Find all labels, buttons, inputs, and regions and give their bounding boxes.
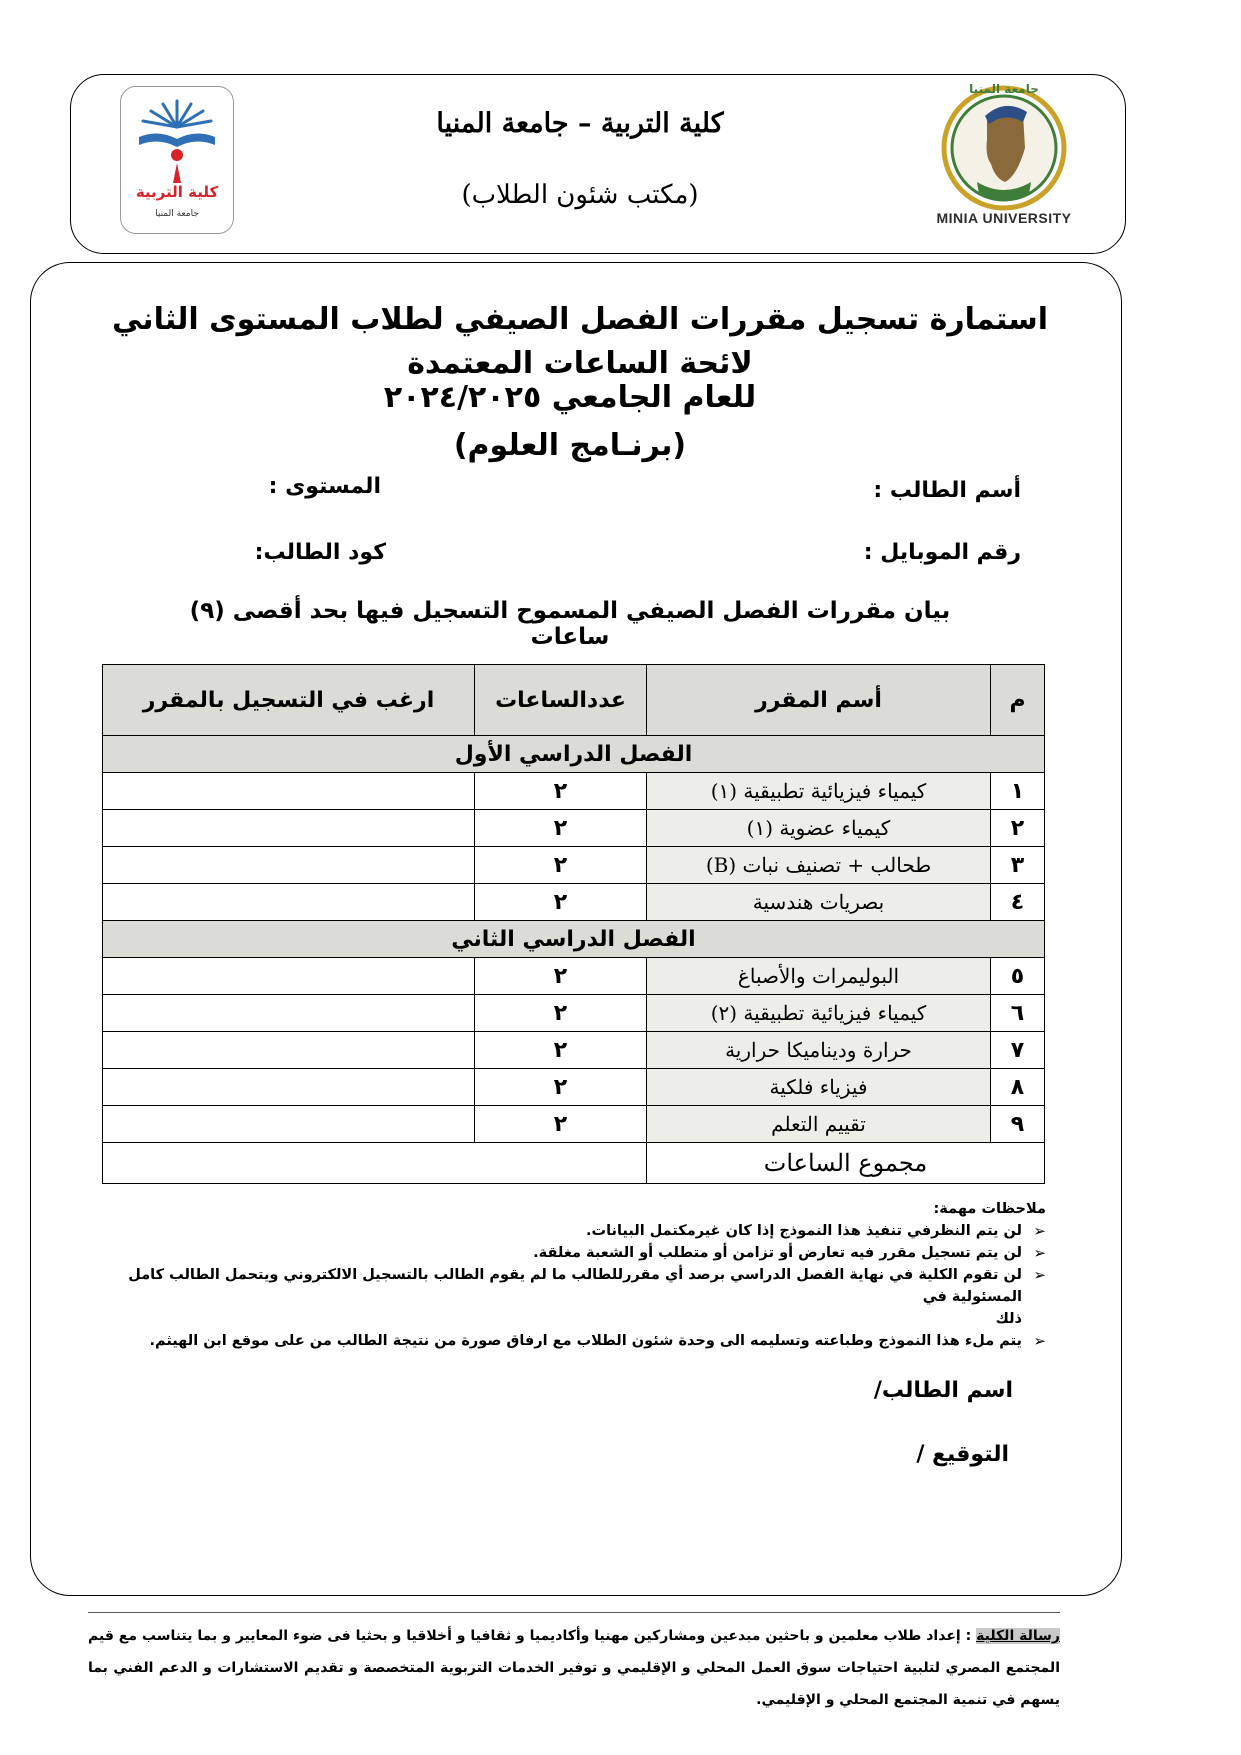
nefertiti-emblem-icon <box>925 78 1083 230</box>
row-num: ٧ <box>991 1032 1045 1069</box>
row-num: ٩ <box>991 1106 1045 1143</box>
row-num: ٢ <box>991 810 1045 847</box>
row-num: ٦ <box>991 995 1045 1032</box>
university-logo-text: MINIA UNIVERSITY <box>936 210 1072 226</box>
course-hours: ٢ <box>475 995 647 1032</box>
office-title: (مكتب شئون الطلاب) <box>461 180 699 210</box>
table-row <box>103 773 1045 810</box>
register-cell[interactable] <box>103 1106 475 1143</box>
table-row <box>103 958 1045 995</box>
course-hours: ٢ <box>475 1069 647 1106</box>
register-cell[interactable] <box>103 958 475 995</box>
table-row <box>103 810 1045 847</box>
register-cell[interactable] <box>103 884 475 921</box>
faculty-logo-subtext: جامعة المنيا <box>155 209 199 219</box>
total-hours-value[interactable] <box>103 1143 647 1184</box>
course-hours: ٢ <box>475 810 647 847</box>
footer-mission <box>88 1620 1060 1716</box>
notes-block <box>86 1198 1046 1352</box>
mobile-field[interactable]: رقم الموبايل : <box>863 540 1021 565</box>
register-cell[interactable] <box>103 1032 475 1069</box>
academic-year: للعام الجامعي ٢٠٢٤/٢٠٢٥ <box>383 380 757 415</box>
course-name: تقييم التعلم <box>647 1106 991 1143</box>
course-hours: ٢ <box>475 884 647 921</box>
table-header-row <box>103 665 1045 736</box>
note-item <box>86 1242 1046 1264</box>
course-hours: ٢ <box>475 773 647 810</box>
course-name: حرارة وديناميكا حرارية <box>647 1032 991 1069</box>
footer-divider <box>88 1612 1060 1613</box>
footer-label: رسالة الكلية <box>976 1628 1060 1644</box>
note-item <box>86 1330 1046 1352</box>
faculty-title: كلية التربية – جامعة المنيا <box>436 108 724 139</box>
footer-text: : إعداد طلاب معلمين و باحثين مبدعين ومشاركين مهنيا وأكاديميا و ثقافيا و أخلاقيا و بحثيا فى ضوء المعايير و بما يتناسب مع قيم المجتمع المصري لتلبية احتياجات سوق العمل المحلي و الإقليمي و توفير الخدمات التربوية المتخصصة و تقديم الاستشارات و الدعم الفني بما يسهم في تنمية المجتمع المحلي و الإقليمي. <box>88 1628 1060 1708</box>
row-num: ٥ <box>991 958 1045 995</box>
note-text: لن يتم تسجيل مقرر فيه تعارض أو تزامن أو متطلب أو الشعبة مغلقة. <box>533 1245 1022 1261</box>
student-name-field[interactable]: أسم الطالب : <box>873 478 1021 503</box>
table-row <box>103 884 1045 921</box>
row-num: ٣ <box>991 847 1045 884</box>
faculty-logo-text: كلية التربية <box>135 183 219 201</box>
course-hours: ٢ <box>475 1032 647 1069</box>
course-hours: ٢ <box>475 847 647 884</box>
table-row <box>103 1032 1045 1069</box>
row-num: ٨ <box>991 1069 1045 1106</box>
faculty-logo <box>120 86 234 234</box>
note-text: لن تقوم الكلية في نهاية الفصل الدراسي برصد أي مقررللطالب ما لم يقوم الطالب بالتسجيل الالكتروني ويتحمل الطالب كامل المسئولية في <box>128 1267 1022 1305</box>
row-num: ١ <box>991 773 1045 810</box>
register-cell[interactable] <box>103 1069 475 1106</box>
note-text: لن يتم النظرفي تنفيذ هذا النموذج إذا كان غيرمكتمل البيانات. <box>586 1223 1022 1239</box>
course-name: كيمياء فيزيائية تطبيقية (٢) <box>647 995 991 1032</box>
arrow-bullet-icon: ➢ <box>1033 1244 1046 1262</box>
register-cell[interactable] <box>103 773 475 810</box>
allowed-courses-title: بيان مقررات الفصل الصيفي المسموح التسجيل فيها بحد أقصى (٩) ساعات <box>189 598 951 650</box>
arrow-bullet-icon: ➢ <box>1033 1332 1046 1350</box>
table-row <box>103 995 1045 1032</box>
course-hours: ٢ <box>475 958 647 995</box>
row-num: ٤ <box>991 884 1045 921</box>
course-name: طحالب + تصنيف نبات (B) <box>647 847 991 884</box>
student-code-field[interactable]: كود الطالب: <box>254 540 386 565</box>
semester-row <box>103 736 1045 773</box>
notes-title: ملاحظات مهمة: <box>933 1201 1046 1217</box>
signature-field[interactable]: التوقيع / <box>916 1442 1009 1467</box>
form-title: استمارة تسجيل مقررات الفصل الصيفي لطلاب المستوى الثاني لائحة الساعات المعتمدة <box>111 302 1049 381</box>
note-item-tail: ذلك <box>995 1311 1022 1327</box>
semester-1-label: الفصل الدراسي الأول <box>103 736 1045 773</box>
total-hours-label: مجموع الساعات <box>647 1143 1045 1184</box>
level-field[interactable]: المستوى : <box>268 474 381 499</box>
table-row <box>103 1106 1045 1143</box>
course-name: كيمياء عضوية (١) <box>647 810 991 847</box>
arrow-bullet-icon: ➢ <box>1033 1222 1046 1240</box>
total-row <box>103 1143 1045 1184</box>
course-hours: ٢ <box>475 1106 647 1143</box>
course-name: بصريات هندسية <box>647 884 991 921</box>
signature-name-field[interactable]: اسم الطالب/ <box>873 1378 1013 1403</box>
header-hours: عددالساعات <box>475 665 647 736</box>
semester-row <box>103 921 1045 958</box>
table-row <box>103 1069 1045 1106</box>
header-course: أسم المقرر <box>647 665 991 736</box>
table-row <box>103 847 1045 884</box>
course-name: كيمياء فيزيائية تطبيقية (١) <box>647 773 991 810</box>
note-item <box>86 1220 1046 1242</box>
program-name: (برنـامج العلوم) <box>453 428 687 463</box>
register-cell[interactable] <box>103 995 475 1032</box>
arrow-bullet-icon: ➢ <box>1033 1266 1046 1284</box>
note-item <box>86 1264 1046 1308</box>
note-text: يتم ملء هذا النموذج وطباعته وتسليمه الى وحدة شئون الطلاب مع ارفاق صورة من نتيجة الطالب من على موقع ابن الهيثم. <box>149 1333 1022 1349</box>
course-name: فيزياء فلكية <box>647 1069 991 1106</box>
header-num: م <box>991 665 1045 736</box>
university-logo-arabic: جامعة المنيا <box>969 82 1039 96</box>
header-register: ارغب في التسجيل بالمقرر <box>103 665 475 736</box>
course-name: البوليمرات والأصباغ <box>647 958 991 995</box>
semester-2-label: الفصل الدراسي الثاني <box>103 921 1045 958</box>
register-cell[interactable] <box>103 810 475 847</box>
register-cell[interactable] <box>103 847 475 884</box>
courses-table <box>102 664 1045 1184</box>
minia-university-logo <box>925 78 1083 230</box>
